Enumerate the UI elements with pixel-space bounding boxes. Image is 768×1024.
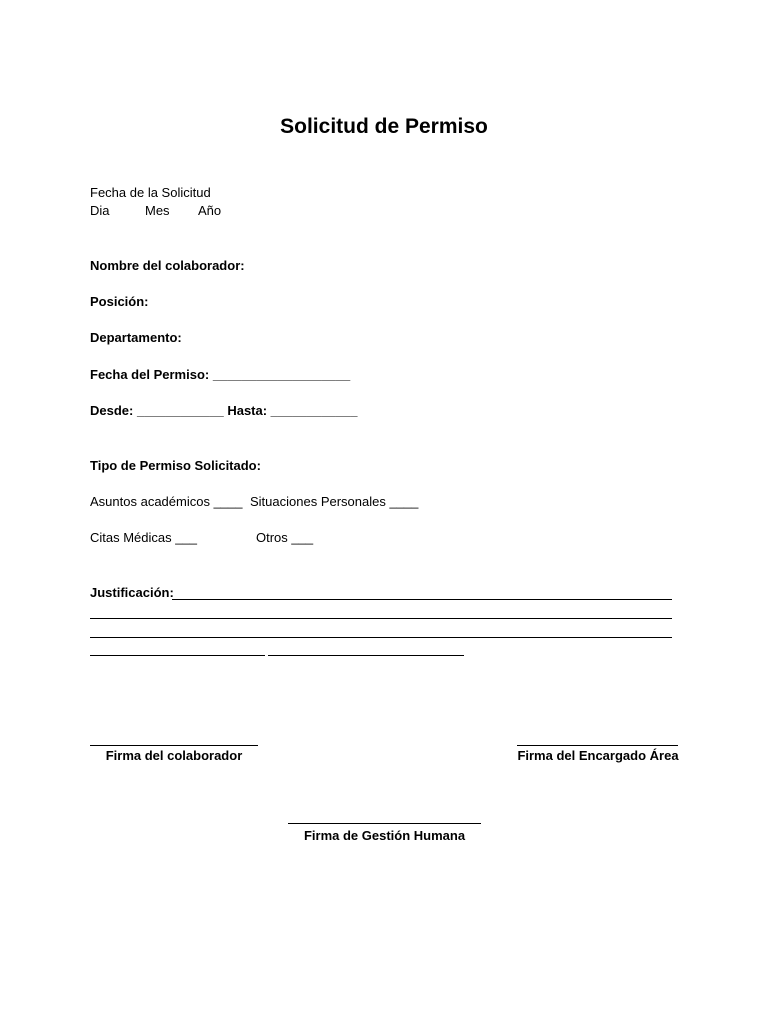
permit-type-label: Tipo de Permiso Solicitado: [90,458,261,473]
department-label: Departamento: [90,330,182,345]
employee-name-label: Nombre del colaborador: [90,258,245,273]
justification-line-2 [90,618,672,619]
request-date-year: Año [198,203,222,218]
permit-type-medical: Citas Médicas ___ [90,530,197,545]
employee-signature-line [90,745,258,746]
request-date-day: Dia [90,203,110,218]
request-date-month: Mes [145,203,170,218]
permit-type-academic: Asuntos académicos ____ [90,494,243,509]
position-label: Posición: [90,294,149,309]
hr-signature-label: Firma de Gestión Humana [303,828,466,843]
hr-signature-line [288,823,481,824]
justification-line-4a [90,655,265,656]
employee-signature-label: Firma del colaborador [105,748,243,763]
permit-date-field: Fecha del Permiso: ___________________ [90,367,351,382]
permit-type-personal: Situaciones Personales ____ [250,494,419,509]
from-to-field: Desde: ____________ Hasta: ____________ [90,403,358,418]
justification-line-1 [172,599,672,600]
permit-type-other: Otros ___ [256,530,314,545]
page-title: Solicitud de Permiso [280,115,488,138]
justification-line-4b [268,655,464,656]
justification-line-3 [90,637,672,638]
justification-label: Justificación: [90,585,174,600]
request-date-label: Fecha de la Solicitud [90,185,211,200]
area-manager-signature-label: Firma del Encargado Área [517,748,679,763]
area-manager-signature-line [517,745,678,746]
